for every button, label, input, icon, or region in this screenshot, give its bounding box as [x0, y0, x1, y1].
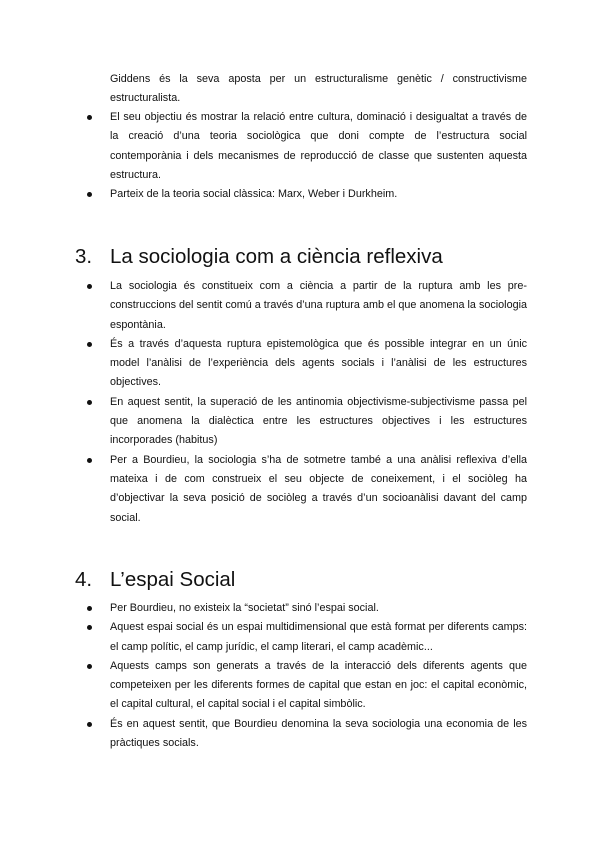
- list-item-text: En aquest sentit, la superació de les antinomia objectivisme-subjectivisme passa pel que anomena la dialèctica entre les estructures objectives i les estructures incorporades (habitus): [110, 395, 527, 447]
- section-heading-4: [75, 567, 235, 593]
- list-item: [110, 451, 527, 528]
- list-item: [110, 108, 527, 185]
- intro-bullet-list: [110, 108, 527, 204]
- list-item-text: Parteix de la teoria social clàssica: Marx, Weber i Durkheim.: [110, 188, 398, 201]
- continuation-paragraph: Giddens és la seva aposta per un estructuralisme genètic / constructivisme estructuralista.: [110, 73, 527, 105]
- bullet-icon: [87, 115, 92, 120]
- section-number: 3.: [75, 245, 93, 268]
- list-item: [110, 618, 527, 657]
- list-item: [110, 599, 527, 618]
- bullet-icon: [87, 664, 92, 669]
- list-item-text: És a través d’aquesta ruptura epistemològica que és possible integrar en un únic model l’anàlisi de l’experiència dels agents socials i l’anàlisi de les estructures objectives.: [110, 337, 527, 389]
- bullet-icon: [87, 458, 92, 463]
- bullet-icon: [87, 342, 92, 347]
- section-4-bullet-list: [110, 599, 527, 753]
- list-item: [110, 657, 527, 715]
- list-item-text: La sociologia és constitueix com a ciència a partir de la ruptura amb les pre-construccions del sentit comú a través d’una ruptura amb el que anomena la sociologia espontània.: [110, 280, 527, 331]
- section-title: La sociologia com a ciència reflexiva: [110, 245, 443, 268]
- list-item: [110, 185, 527, 204]
- section-heading-3: [75, 244, 443, 270]
- list-item-text: Aquest espai social és un espai multidimensional que està format per diferents camps: el camp polític, el camp jurídic, el camp literari, el camp acadèmic...: [110, 621, 527, 653]
- bullet-icon: [87, 192, 92, 197]
- list-item: [110, 715, 527, 754]
- bullet-icon: [87, 625, 92, 630]
- section-number: 4.: [75, 568, 93, 591]
- list-item-text: Aquests camps son generats a través de la interacció dels diferents agents que competeixen per les diferents formes de capital que estan en joc: el capital econòmic, el capital cultural, el capital social i el capital simbòlic.: [110, 659, 527, 711]
- list-item-text: El seu objectiu és mostrar la relació entre cultura, dominació i desigualtat a través de la creació d’una teoria sociològica que doni compte de l’estructura social contemporània i dels mecanismes de reproducció de classe que sustenten aquesta estructura.: [110, 111, 527, 181]
- list-item: [110, 335, 527, 393]
- section-3-bullet-list: [110, 277, 527, 528]
- list-item-text: Per a Bourdieu, la sociologia s’ha de sotmetre també a una anàlisi reflexiva d’ella mateixa i de com construeix el seu objecte de coneixement, i el sociòleg ha d’objectivar la seva posició de sociòleg a través d’un socioanàlisi davant del camp social.: [110, 453, 527, 524]
- list-item: [110, 277, 527, 335]
- list-item-text: Per Bourdieu, no existeix la “societat” sinó l’espai social.: [110, 602, 379, 614]
- list-item-text: És en aquest sentit, que Bourdieu denomina la seva sociologia una economia de les pràctiques socials.: [110, 717, 527, 750]
- list-item: [110, 393, 527, 451]
- bullet-icon: [87, 722, 92, 727]
- bullet-icon: [87, 606, 92, 611]
- bullet-icon: [87, 400, 92, 405]
- section-title: L’espai Social: [110, 568, 236, 591]
- bullet-icon: [87, 284, 92, 289]
